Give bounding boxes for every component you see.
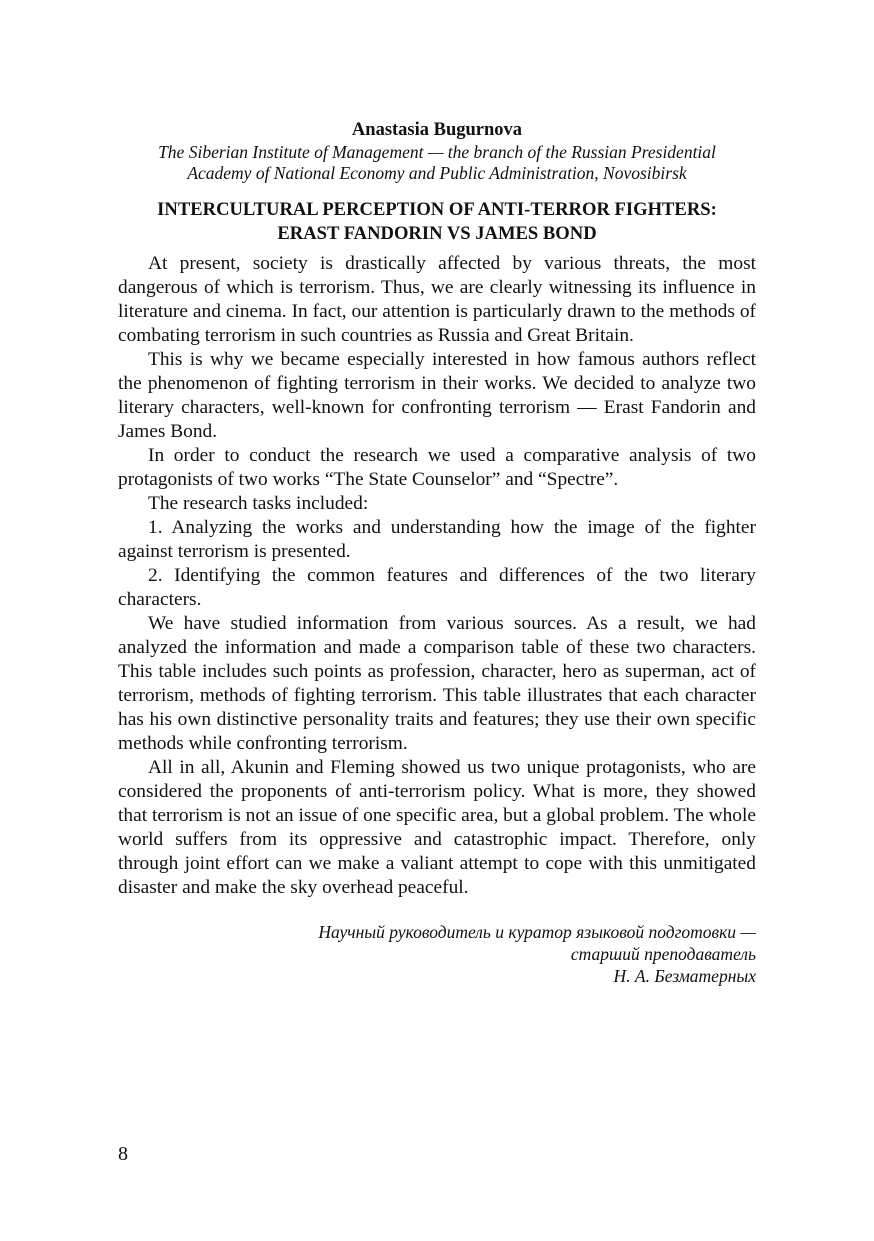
paragraph: 2. Identifying the common features and differences of the two literary characters. — [118, 565, 756, 610]
title-line: INTERCULTURAL PERCEPTION OF ANTI-TERROR FIGHTERS: — [157, 199, 717, 220]
supervisor-note — [118, 921, 756, 987]
article-title — [118, 198, 756, 246]
affiliation-line: The Siberian Institute of Management — the branch of the Russian Presidential — [158, 142, 716, 162]
paragraph: The research tasks included: — [148, 493, 369, 514]
article — [118, 118, 756, 987]
supervisor-line: старший преподаватель — [570, 944, 756, 964]
article-body — [118, 252, 756, 900]
title-line: ERAST FANDORIN VS JAMES BOND — [277, 223, 597, 244]
paragraph: All in all, Akunin and Fleming showed us two unique protagonists, who are considered the proponents of anti-terrorism policy. What is more, they showed that terrorism is not an issue of one specific area, but a global problem. The whole world suffers from its oppressive and catastrophic impact. Therefore, only through joint effort can we make a valiant attempt to cope with this unmitigated disaster and make the sky overhead peaceful. — [118, 757, 756, 898]
supervisor-line: Научный руководитель и куратор языковой подготовки — — [318, 922, 756, 942]
paragraph: This is why we became especially interested in how famous authors reflect the phenomenon of fighting terrorism in their works. We decided to analyze two literary characters, well-known for confronting terrorism — Erast Fandorin and James Bond. — [118, 349, 756, 442]
supervisor-line: Н. А. Безматерных — [613, 966, 756, 986]
author-affiliation — [118, 142, 756, 184]
paragraph: 1. Analyzing the works and understanding how the image of the fighter against terrorism is presented. — [118, 517, 756, 562]
paragraph: At present, society is drastically affected by various threats, the most dangerous of which is terrorism. Thus, we are clearly witnessing its influence in literature and cinema. In fact, our attention is particularly drawn to the methods of combating terrorism in such countries as Russia and Great Britain. — [118, 253, 756, 346]
paragraph: In order to conduct the research we used a comparative analysis of two protagonists of two works “The State Counselor” and “Spectre”. — [118, 445, 756, 490]
affiliation-line: Academy of National Economy and Public Administration, Novosibirsk — [187, 163, 687, 183]
author-name: Anastasia Bugurnova — [351, 120, 523, 140]
page-number: 8 — [118, 1143, 128, 1165]
paragraph: We have studied information from various sources. As a result, we had analyzed the information and made a comparison table of these two characters. This table includes such points as profession, character, hero as superman, act of terrorism, methods of fighting terrorism. This table illustrates that each character has his own distinctive personality traits and features; they use their own specific methods while confronting terrorism. — [118, 613, 756, 754]
